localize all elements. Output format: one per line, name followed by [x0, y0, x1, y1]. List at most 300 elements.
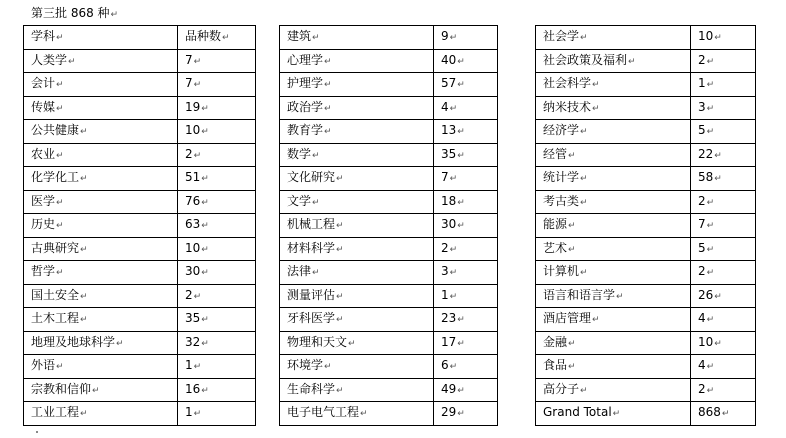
- paragraph-mark-icon: ↵: [706, 80, 715, 91]
- count-value: 10: [185, 240, 201, 255]
- subject-name: 工业工程: [31, 405, 80, 420]
- subject-table-2: [279, 25, 498, 426]
- paragraph-mark-icon: ↵: [56, 150, 64, 161]
- paragraph-mark-icon: ↵: [92, 385, 100, 396]
- count-value: 2: [698, 381, 706, 396]
- paragraph-mark-icon: ↵: [449, 244, 458, 255]
- paragraph-mark-icon: ↵: [312, 33, 320, 44]
- table-row: [24, 402, 256, 426]
- subject-name: 地理及地球科学: [31, 334, 116, 349]
- subject-cell[interactable]: [280, 378, 434, 402]
- subject-cell[interactable]: [24, 143, 178, 167]
- paragraph-mark-icon: ↵: [312, 197, 320, 208]
- table-row: [280, 331, 498, 355]
- subject-name: 文学: [287, 193, 312, 208]
- subject-cell[interactable]: [24, 167, 178, 191]
- count-value: 23: [441, 311, 457, 326]
- subject-cell[interactable]: [536, 284, 691, 308]
- subject-table-3: [535, 25, 756, 426]
- count-value: 49: [441, 381, 457, 396]
- subject-cell[interactable]: [24, 120, 178, 144]
- table-row: [280, 120, 498, 144]
- count-cell[interactable]: [434, 49, 498, 73]
- subject-name: 环境学: [287, 358, 324, 373]
- subject-cell[interactable]: [280, 284, 434, 308]
- paragraph-mark-icon: ↵: [336, 385, 344, 396]
- count-value: 57: [441, 76, 457, 91]
- paragraph-mark-icon: ↵: [312, 150, 320, 161]
- subject-name: 测量评估: [287, 287, 336, 302]
- paragraph-mark-icon: ↵: [449, 291, 458, 302]
- count-cell[interactable]: [691, 120, 756, 144]
- table-row: [280, 237, 498, 261]
- count-cell[interactable]: [178, 284, 256, 308]
- count-value: 1: [185, 358, 193, 373]
- subject-cell[interactable]: [280, 49, 434, 73]
- subject-name: 人类学: [31, 52, 68, 67]
- count-cell[interactable]: [178, 167, 256, 191]
- paragraph-mark-icon: ↵: [324, 127, 332, 138]
- count-value: 7: [185, 52, 193, 67]
- count-cell[interactable]: [434, 26, 498, 50]
- count-cell[interactable]: [434, 237, 498, 261]
- paragraph-mark-icon: ↵: [580, 385, 588, 396]
- paragraph-mark-icon: ↵: [568, 244, 576, 255]
- table-row: [280, 96, 498, 120]
- cursor-mark: [36, 431, 38, 433]
- subject-cell[interactable]: [536, 214, 691, 238]
- subject-name: 能源: [543, 217, 568, 232]
- paragraph-mark-icon: ↵: [706, 268, 715, 279]
- count-cell[interactable]: [434, 167, 498, 191]
- subject-cell[interactable]: [280, 261, 434, 285]
- paragraph-mark-icon: ↵: [592, 103, 600, 114]
- paragraph-mark-icon: ↵: [336, 244, 344, 255]
- paragraph-mark-icon: ↵: [714, 33, 722, 44]
- subject-cell[interactable]: [536, 73, 691, 97]
- subject-cell[interactable]: [280, 73, 434, 97]
- table-row: [24, 26, 256, 50]
- count-cell[interactable]: [434, 73, 498, 97]
- paragraph-mark-icon: ↵: [628, 56, 636, 67]
- subject-name: 外语: [31, 358, 56, 373]
- subject-name: 国土安全: [31, 287, 80, 302]
- paragraph-mark-icon: ↵: [457, 197, 465, 208]
- count-value: 58: [698, 170, 714, 185]
- subject-cell[interactable]: [280, 143, 434, 167]
- paragraph-mark-icon: ↵: [706, 362, 715, 373]
- subject-cell[interactable]: [24, 308, 178, 332]
- count-cell[interactable]: [434, 96, 498, 120]
- count-value: 76: [185, 193, 201, 208]
- subject-cell[interactable]: [536, 308, 691, 332]
- count-value: 1: [698, 76, 706, 91]
- count-cell[interactable]: [178, 308, 256, 332]
- subject-name: 统计学: [543, 170, 580, 185]
- table-row: [536, 402, 756, 426]
- count-cell[interactable]: [434, 143, 498, 167]
- table-row: [280, 214, 498, 238]
- paragraph-mark-icon: ↵: [116, 338, 124, 349]
- table-row: [24, 331, 256, 355]
- count-cell[interactable]: [691, 237, 756, 261]
- paragraph-mark-icon: ↵: [201, 338, 209, 349]
- count-value: 26: [698, 287, 714, 302]
- paragraph-mark-icon: ↵: [721, 409, 730, 420]
- count-cell[interactable]: [434, 214, 498, 238]
- subject-name: 教育学: [287, 123, 324, 138]
- count-cell[interactable]: [434, 308, 498, 332]
- count-cell[interactable]: [691, 143, 756, 167]
- table-row: [536, 167, 756, 191]
- subject-name: 材料科学: [287, 240, 336, 255]
- paragraph-mark-icon: ↵: [193, 80, 202, 91]
- subject-name: 社会科学: [543, 76, 592, 91]
- subject-name: 建筑: [287, 29, 312, 44]
- paragraph-mark-icon: ↵: [457, 56, 465, 67]
- subject-cell[interactable]: [536, 378, 691, 402]
- document-title: [31, 5, 118, 23]
- count-value: 30: [441, 217, 457, 232]
- subject-name: 高分子: [543, 381, 580, 396]
- paragraph-mark-icon: ↵: [580, 197, 588, 208]
- subject-cell[interactable]: [536, 96, 691, 120]
- paragraph-mark-icon: ↵: [336, 291, 344, 302]
- count-cell[interactable]: [434, 378, 498, 402]
- count-cell[interactable]: [691, 261, 756, 285]
- subject-cell[interactable]: [24, 214, 178, 238]
- table-row: [24, 284, 256, 308]
- subject-cell[interactable]: [24, 355, 178, 379]
- subject-name: 数学: [287, 146, 312, 161]
- paragraph-mark-icon: ↵: [457, 315, 465, 326]
- subject-name: 食品: [543, 358, 568, 373]
- table-row: [280, 402, 498, 426]
- paragraph-mark-icon: ↵: [457, 80, 465, 91]
- subject-cell[interactable]: [24, 331, 178, 355]
- count-cell[interactable]: [691, 73, 756, 97]
- count-value: 17: [441, 334, 457, 349]
- table-row: [280, 378, 498, 402]
- count-cell[interactable]: [178, 190, 256, 214]
- count-cell[interactable]: [434, 190, 498, 214]
- paragraph-mark-icon: ↵: [580, 268, 588, 279]
- count-cell[interactable]: [434, 355, 498, 379]
- count-cell[interactable]: [178, 73, 256, 97]
- table-row: [24, 378, 256, 402]
- subject-name: 土木工程: [31, 311, 80, 326]
- subject-name: 经管: [543, 146, 568, 161]
- subject-name: 传媒: [31, 99, 56, 114]
- count-value: 30: [185, 264, 201, 279]
- count-value: 1: [441, 287, 449, 302]
- subject-cell[interactable]: [536, 237, 691, 261]
- subject-name: 金融: [543, 334, 568, 349]
- table-row: [24, 73, 256, 97]
- count-value: 29: [441, 405, 457, 420]
- paragraph-mark-icon: ↵: [714, 150, 722, 161]
- subject-name: 化学化工: [31, 170, 80, 185]
- count-cell[interactable]: [691, 26, 756, 50]
- table-body: [24, 26, 256, 426]
- title-text: 第三批 868 种: [31, 6, 110, 20]
- subject-cell[interactable]: [536, 331, 691, 355]
- count-cell[interactable]: [434, 331, 498, 355]
- count-value: 2: [185, 146, 193, 161]
- count-value: 40: [441, 52, 457, 67]
- paragraph-mark-icon: ↵: [324, 80, 332, 91]
- count-value: 2: [698, 264, 706, 279]
- count-value: 3: [698, 99, 706, 114]
- count-cell[interactable]: [178, 355, 256, 379]
- paragraph-mark-icon: ↵: [201, 315, 209, 326]
- paragraph-mark-icon: ↵: [714, 291, 722, 302]
- table-row: [536, 331, 756, 355]
- table-row: [536, 26, 756, 50]
- count-cell[interactable]: [691, 214, 756, 238]
- subject-name: 艺术: [543, 240, 568, 255]
- count-cell[interactable]: [178, 49, 256, 73]
- count-cell[interactable]: [178, 331, 256, 355]
- subject-name: 机械工程: [287, 217, 336, 232]
- paragraph-mark-icon: ↵: [580, 174, 588, 185]
- subject-cell[interactable]: [24, 261, 178, 285]
- table-row: [280, 261, 498, 285]
- subject-name: 生命科学: [287, 381, 336, 396]
- count-value: 3: [441, 264, 449, 279]
- subject-cell[interactable]: [536, 26, 691, 50]
- subject-cell[interactable]: [536, 190, 691, 214]
- subject-cell[interactable]: [280, 167, 434, 191]
- subject-name: 农业: [31, 146, 56, 161]
- subject-name: 医学: [31, 193, 56, 208]
- count-value: 10: [698, 334, 714, 349]
- subject-name: 哲学: [31, 264, 56, 279]
- count-cell[interactable]: [691, 96, 756, 120]
- subject-cell[interactable]: [24, 190, 178, 214]
- subject-cell[interactable]: [280, 190, 434, 214]
- subject-name: 法律: [287, 264, 312, 279]
- count-cell[interactable]: [434, 402, 498, 426]
- count-cell[interactable]: [178, 120, 256, 144]
- table-row: [24, 96, 256, 120]
- count-cell[interactable]: [691, 355, 756, 379]
- paragraph-mark-icon: ↵: [312, 268, 320, 279]
- subject-cell[interactable]: [24, 378, 178, 402]
- paragraph-mark-icon: ↵: [457, 150, 465, 161]
- count-cell[interactable]: [691, 167, 756, 191]
- table-row: [536, 284, 756, 308]
- count-value: 10: [698, 29, 714, 44]
- paragraph-mark-icon: ↵: [201, 385, 209, 396]
- subject-name: 政治学: [287, 99, 324, 114]
- table-body: [536, 26, 756, 426]
- subject-name: 考古类: [543, 193, 580, 208]
- count-cell[interactable]: [691, 402, 756, 426]
- table-row: [536, 214, 756, 238]
- table-row: [280, 49, 498, 73]
- subject-cell[interactable]: [536, 167, 691, 191]
- paragraph-mark-icon: ↵: [568, 338, 576, 349]
- paragraph-mark-icon: ↵: [201, 197, 209, 208]
- count-cell[interactable]: [434, 261, 498, 285]
- subject-cell[interactable]: [280, 96, 434, 120]
- table-row: [536, 261, 756, 285]
- subject-name: 经济学: [543, 123, 580, 138]
- count-value: 品种数: [185, 29, 222, 44]
- paragraph-mark-icon: ↵: [580, 127, 588, 138]
- count-value: 2: [441, 240, 449, 255]
- count-cell[interactable]: [178, 378, 256, 402]
- subject-name: 计算机: [543, 264, 580, 279]
- table-row: [24, 214, 256, 238]
- paragraph-mark-icon: ↵: [706, 315, 715, 326]
- count-cell[interactable]: [434, 120, 498, 144]
- subject-name: 语言和语言学: [543, 287, 616, 302]
- subject-cell[interactable]: [280, 237, 434, 261]
- table-row: [24, 190, 256, 214]
- subject-cell[interactable]: [24, 49, 178, 73]
- subject-cell[interactable]: [24, 26, 178, 50]
- count-value: 35: [441, 146, 457, 161]
- paragraph-mark-icon: ↵: [201, 127, 209, 138]
- paragraph-mark-icon: ↵: [201, 221, 209, 232]
- paragraph-mark-icon: ↵: [201, 268, 209, 279]
- count-value: 63: [185, 217, 201, 232]
- count-cell[interactable]: [691, 308, 756, 332]
- count-value: 7: [441, 170, 449, 185]
- paragraph-mark-icon: ↵: [193, 291, 202, 302]
- paragraph-mark-icon: ↵: [568, 150, 576, 161]
- count-cell[interactable]: [691, 378, 756, 402]
- paragraph-mark-icon: ↵: [449, 103, 458, 114]
- count-value: 2: [185, 287, 193, 302]
- subject-name: Grand Total: [543, 405, 612, 420]
- paragraph-mark-icon: ↵: [324, 56, 332, 67]
- paragraph-mark-icon: ↵: [193, 150, 202, 161]
- count-value: 5: [698, 123, 706, 138]
- count-value: 10: [185, 123, 201, 138]
- count-value: 19: [185, 99, 201, 114]
- table-row: [280, 355, 498, 379]
- paragraph-mark-icon: ↵: [56, 197, 64, 208]
- count-cell[interactable]: [691, 190, 756, 214]
- subject-cell[interactable]: [536, 402, 691, 426]
- subject-name: 社会学: [543, 29, 580, 44]
- paragraph-mark-icon: ↵: [80, 127, 88, 138]
- count-value: 6: [441, 358, 449, 373]
- count-cell[interactable]: [178, 143, 256, 167]
- subject-cell[interactable]: [536, 120, 691, 144]
- subject-cell[interactable]: [280, 26, 434, 50]
- paragraph-mark-icon: ↵: [324, 362, 332, 373]
- count-cell[interactable]: [691, 331, 756, 355]
- count-value: 51: [185, 170, 201, 185]
- paragraph-mark-icon: ↵: [201, 174, 209, 185]
- count-cell[interactable]: [178, 402, 256, 426]
- subject-cell[interactable]: [280, 120, 434, 144]
- paragraph-mark-icon: ↵: [706, 244, 715, 255]
- subject-cell[interactable]: [536, 355, 691, 379]
- paragraph-mark-icon: ↵: [336, 174, 344, 185]
- table-row: [536, 120, 756, 144]
- count-value: 7: [698, 217, 706, 232]
- count-cell[interactable]: [434, 284, 498, 308]
- subject-cell[interactable]: [280, 214, 434, 238]
- table-row: [280, 26, 498, 50]
- count-cell[interactable]: [178, 26, 256, 50]
- paragraph-mark-icon: ↵: [80, 315, 88, 326]
- paragraph-mark-icon: ↵: [201, 244, 209, 255]
- paragraph-mark-icon: ↵: [348, 338, 356, 349]
- count-cell[interactable]: [178, 96, 256, 120]
- subject-name: 物理和天文: [287, 334, 348, 349]
- paragraph-mark-icon: ↵: [457, 385, 465, 396]
- paragraph-mark-icon: ↵: [592, 80, 600, 91]
- paragraph-mark-icon: ↵: [706, 56, 715, 67]
- subject-cell[interactable]: [24, 402, 178, 426]
- count-value: 4: [698, 358, 706, 373]
- subject-cell[interactable]: [280, 355, 434, 379]
- count-cell[interactable]: [178, 237, 256, 261]
- paragraph-mark-icon: ↵: [706, 385, 715, 396]
- table-row: [280, 73, 498, 97]
- count-value: 4: [698, 311, 706, 326]
- table-row: [24, 49, 256, 73]
- paragraph-mark-icon: ↵: [110, 10, 119, 20]
- paragraph-mark-icon: ↵: [449, 268, 458, 279]
- paragraph-mark-icon: ↵: [449, 33, 458, 44]
- subject-name: 学科: [31, 29, 56, 44]
- paragraph-mark-icon: ↵: [324, 103, 332, 114]
- count-cell[interactable]: [178, 214, 256, 238]
- table-row: [24, 237, 256, 261]
- count-value: 2: [698, 52, 706, 67]
- paragraph-mark-icon: ↵: [56, 362, 64, 373]
- subject-name: 会计: [31, 76, 56, 91]
- subject-cell[interactable]: [536, 49, 691, 73]
- table-row: [24, 355, 256, 379]
- subject-cell[interactable]: [536, 261, 691, 285]
- subject-cell[interactable]: [24, 237, 178, 261]
- count-cell[interactable]: [691, 49, 756, 73]
- count-cell[interactable]: [178, 261, 256, 285]
- paragraph-mark-icon: ↵: [612, 409, 621, 420]
- subject-cell[interactable]: [280, 402, 434, 426]
- count-cell[interactable]: [691, 284, 756, 308]
- subject-cell[interactable]: [24, 73, 178, 97]
- paragraph-mark-icon: ↵: [706, 221, 715, 232]
- subject-cell[interactable]: [280, 308, 434, 332]
- count-value: 1: [185, 405, 193, 420]
- subject-cell[interactable]: [536, 143, 691, 167]
- table-row: [536, 237, 756, 261]
- subject-cell[interactable]: [24, 284, 178, 308]
- paragraph-mark-icon: ↵: [706, 127, 715, 138]
- paragraph-mark-icon: ↵: [80, 409, 88, 420]
- table-row: [536, 378, 756, 402]
- table-row: [536, 190, 756, 214]
- subject-name: 酒店管理: [543, 311, 592, 326]
- subject-cell[interactable]: [280, 331, 434, 355]
- paragraph-mark-icon: ↵: [714, 338, 722, 349]
- paragraph-mark-icon: ↵: [360, 409, 368, 420]
- paragraph-mark-icon: ↵: [56, 268, 64, 279]
- subject-cell[interactable]: [24, 96, 178, 120]
- table-row: [24, 143, 256, 167]
- paragraph-mark-icon: ↵: [56, 103, 64, 114]
- paragraph-mark-icon: ↵: [616, 291, 624, 302]
